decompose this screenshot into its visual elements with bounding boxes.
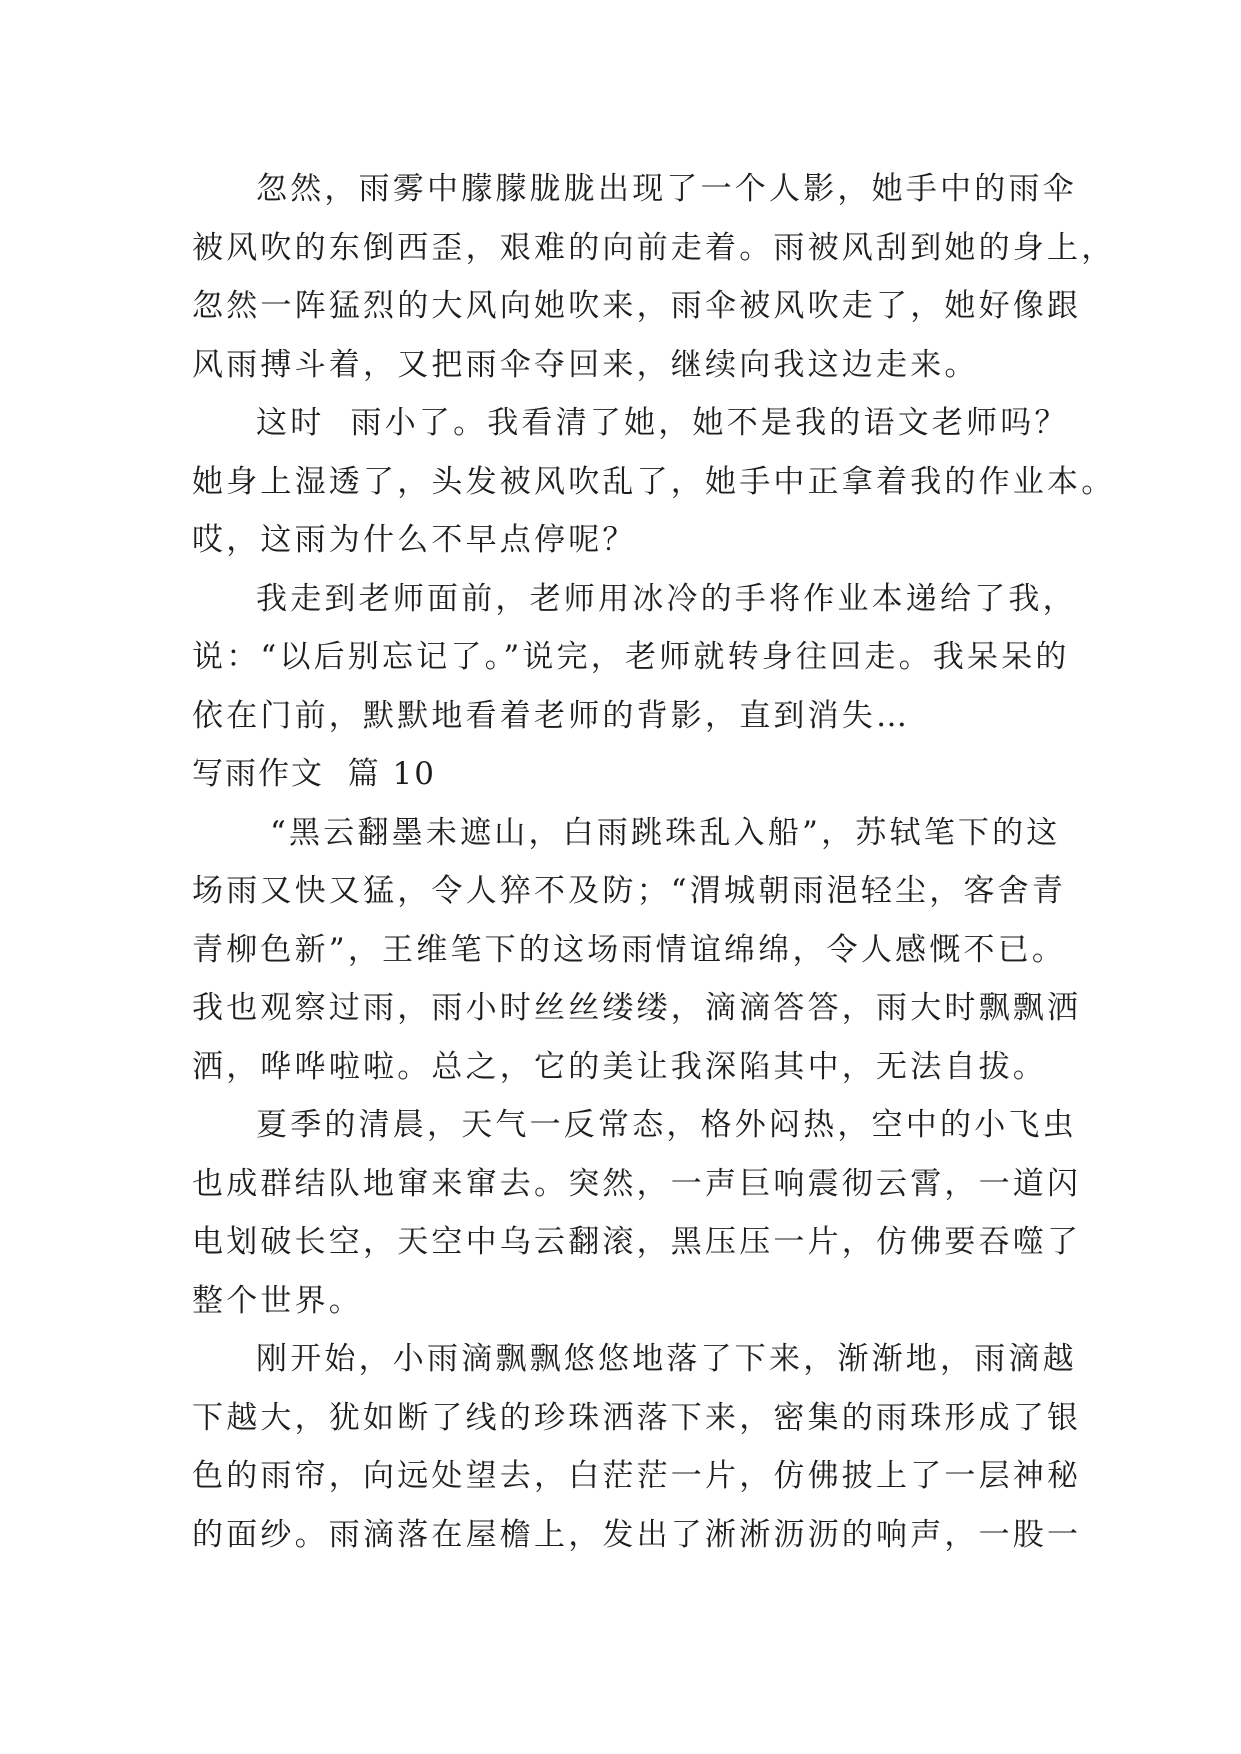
text-line: 我也观察过雨，雨小时丝丝缕缕，滴滴答答，雨大时飘飘洒	[192, 990, 1082, 1026]
section-title: 写雨作文 篇 10	[192, 756, 437, 792]
paragraph	[192, 1330, 1082, 1564]
text-line: “黑云翻墨未遮山，白雨跳珠乱入船”，苏轼笔下的这	[270, 814, 1061, 851]
text-line: 说：“以后别忘记了。”说完，老师就转身往回走。我呆呆的	[192, 639, 1070, 675]
text-line: 风雨搏斗着，又把雨伞夺回来，继续向我这边走来。	[192, 346, 979, 383]
text-line: 青柳色新”，王维笔下的这场雨情谊绵绵，令人感慨不已。	[192, 931, 1067, 968]
text-line: 这时 雨小了。我看清了她，她不是我的语文老师吗？	[256, 405, 1069, 441]
text-line: 也成群结队地窜来窜去。突然，一声巨响震彻云霄，一道闪	[192, 1165, 1082, 1202]
paragraph	[192, 1096, 1082, 1330]
paragraph	[192, 160, 1116, 394]
text-line: 忽然，雨雾中朦朦胧胧出现了一个人影，她手中的雨伞	[256, 171, 1077, 207]
text-line: 洒，哗哗啦啦。总之，它的美让我深陷其中，无法自拔。	[192, 1048, 1047, 1085]
text-line: 忽然一阵猛烈的大风向她吹来，雨伞被风吹走了，她好像跟	[192, 288, 1082, 324]
paragraph	[192, 394, 1116, 570]
text-line: 夏季的清晨，天气一反常态，格外闷热，空中的小飞虫	[256, 1107, 1077, 1143]
text-line: 电划破长空，天空中乌云翻滚，黑压压一片，仿佛要吞噬了	[192, 1224, 1082, 1260]
text-line: 刚开始，小雨滴飘飘悠悠地落了下来，渐渐地，雨滴越	[256, 1341, 1077, 1377]
text-line: 的面纱。雨滴落在屋檐上，发出了淅淅沥沥的响声，一股一	[192, 1516, 1082, 1553]
text-line: 被风吹的东倒西歪，艰难的向前走着。雨被风刮到她的身上，	[192, 229, 1116, 266]
document-body	[192, 160, 1116, 1564]
text-line: 下越大，犹如断了线的珍珠洒落下来，密集的雨珠形成了银	[192, 1399, 1082, 1436]
text-line: 哎，这雨为什么不早点停呢？	[192, 522, 637, 558]
section-heading	[192, 745, 1072, 804]
text-line: 色的雨帘，向远处望去，白茫茫一片，仿佛披上了一层神秘	[192, 1458, 1082, 1494]
text-line: 场雨又快又猛，令人猝不及防；“渭城朝雨浥轻尘，客舍青	[192, 873, 1067, 909]
paragraph	[192, 570, 1077, 746]
text-line: 整个世界。	[192, 1282, 363, 1319]
text-line: 我走到老师面前，老师用冰冷的手将作业本递给了我，	[256, 580, 1077, 617]
text-line: 她身上湿透了，头发被风吹乱了，她手中正拿着我的作业本。	[192, 463, 1116, 500]
text-line: 依在门前，默默地看着老师的背影，直到消失…	[192, 697, 911, 734]
paragraph	[192, 804, 1082, 1097]
